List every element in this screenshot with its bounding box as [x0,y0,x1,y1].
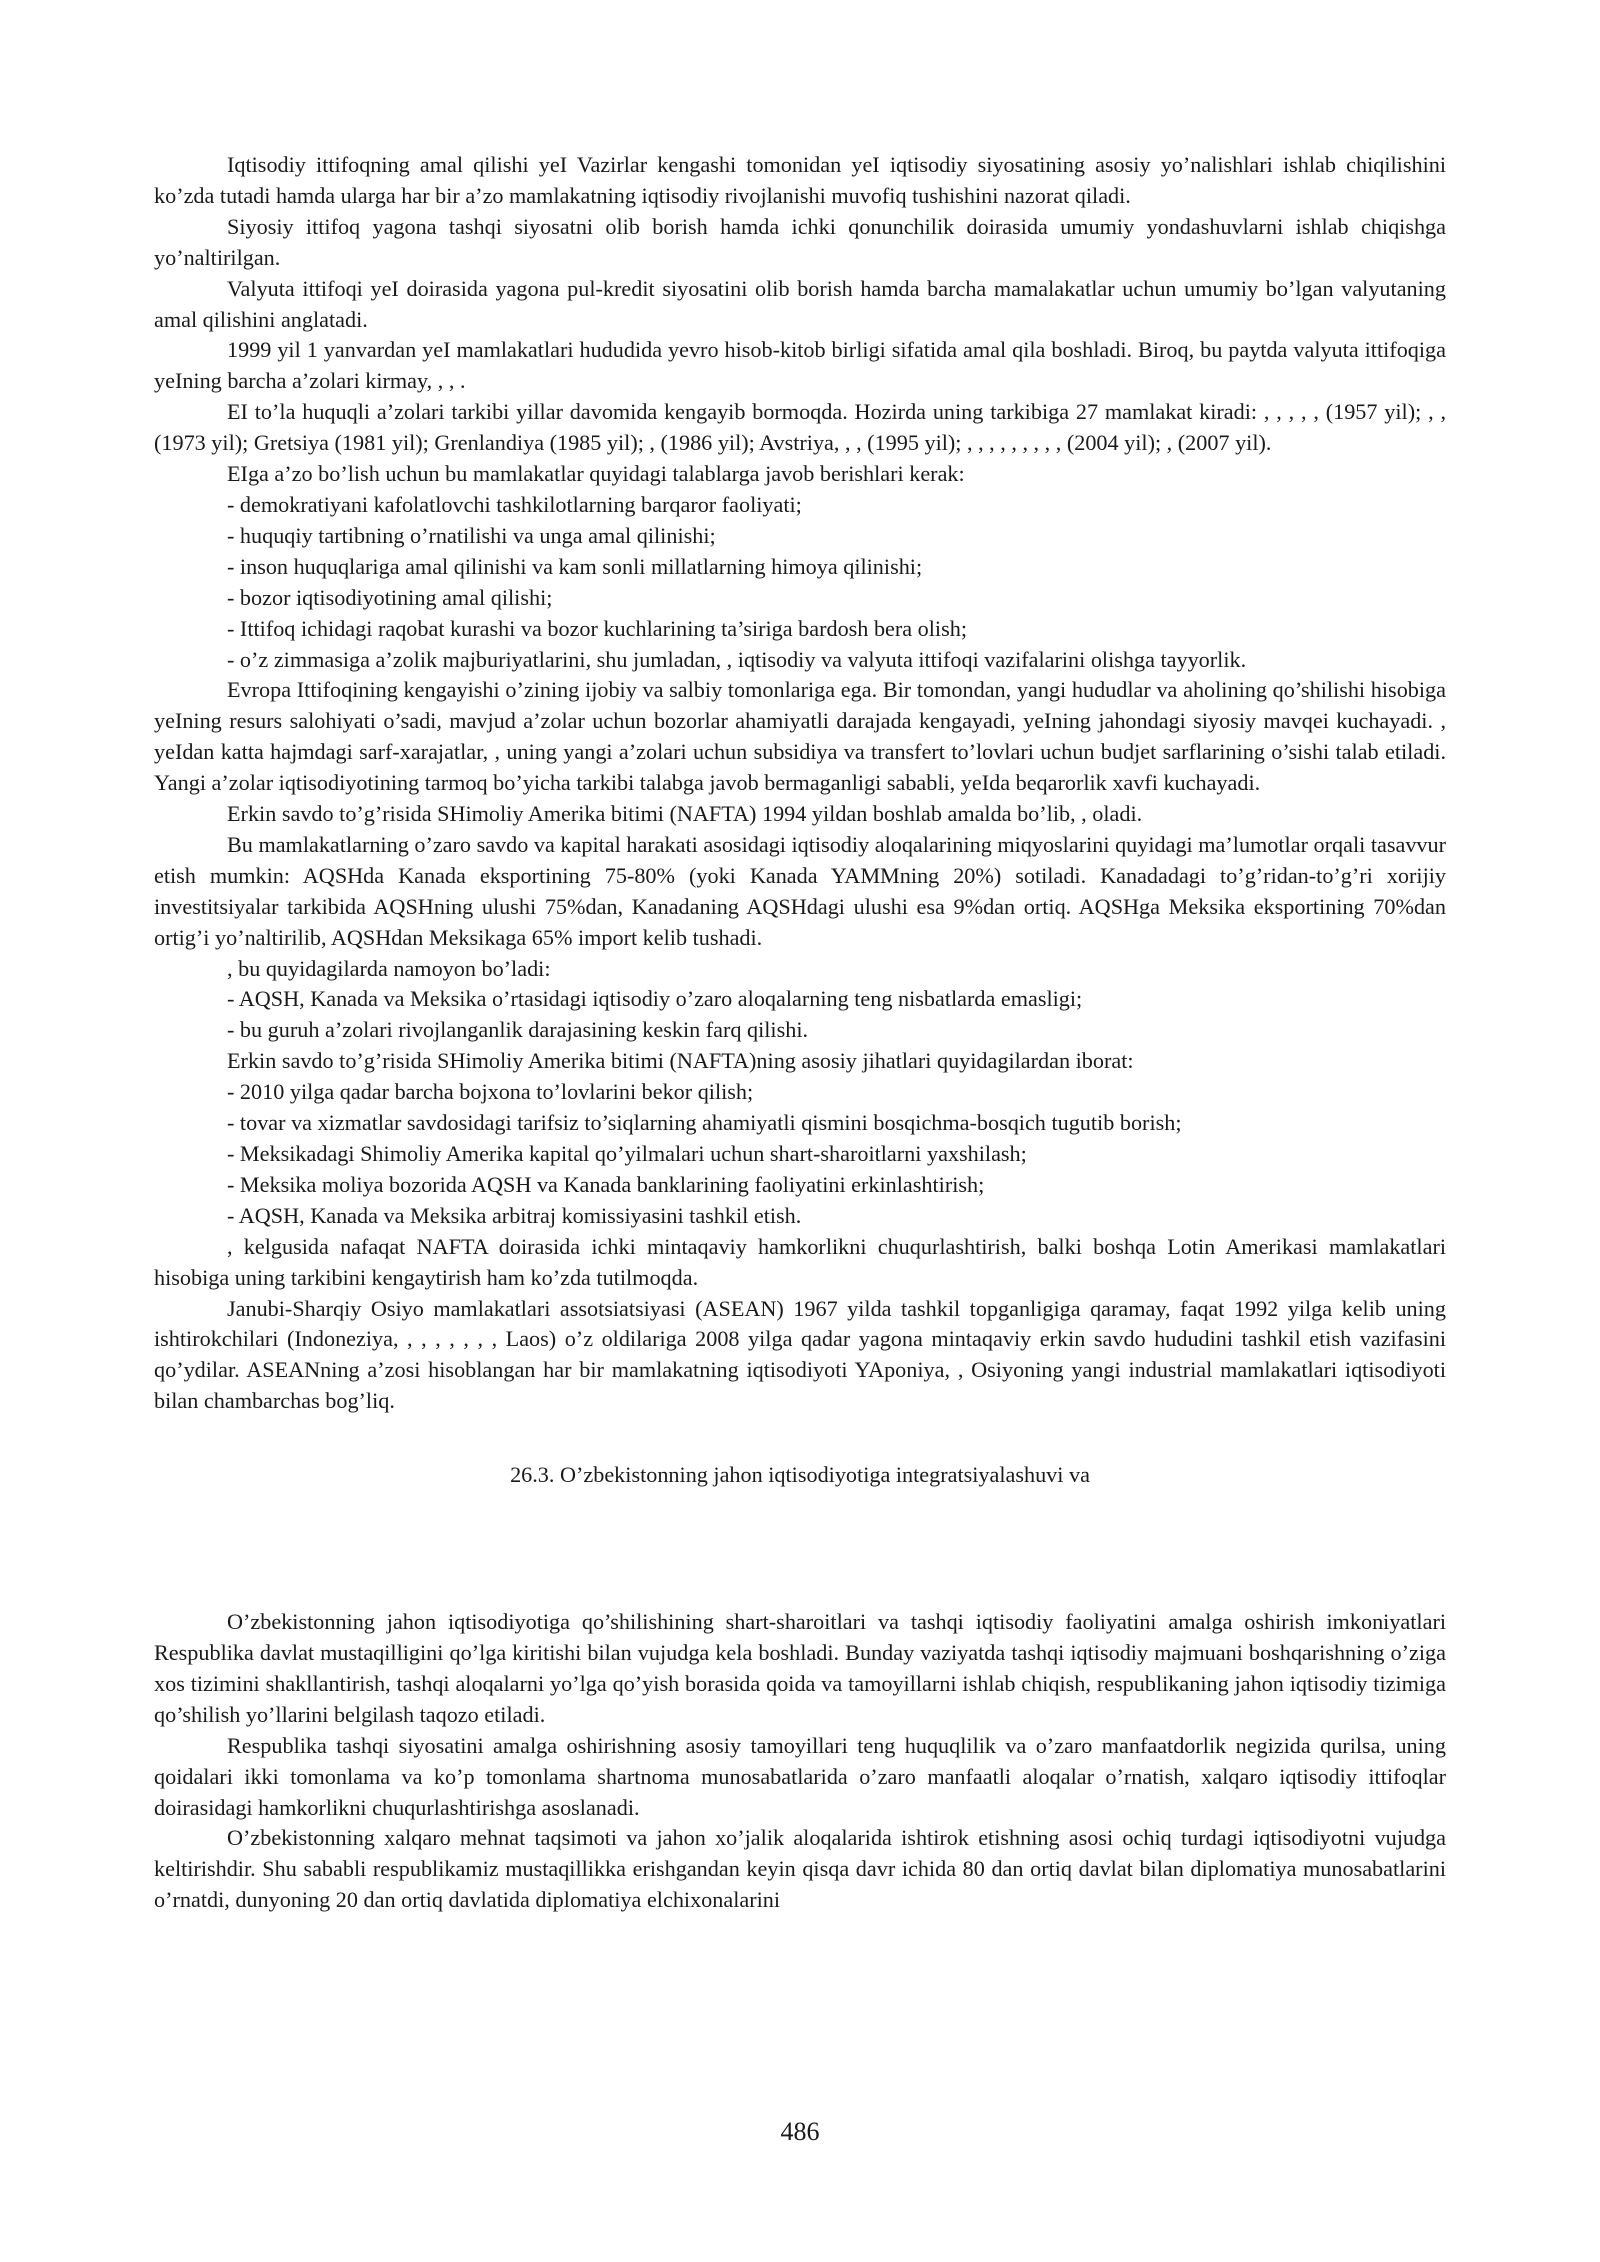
list-item: - huquqiy tartibning o’rnatilishi va unga amal qilinishi; [227,522,716,548]
paragraph: EIga a’zo bo’lish uchun bu mamlakatlar quyidagi talablarga javob berishlari kerak: [227,461,965,487]
paragraph: Erkin savdo to’g’risida SHimoliy Amerika bitimi (NAFTA)ning asosiy jihatlari quyidagilardan iborat: [227,1048,1134,1074]
list-item: - tovar va xizmatlar savdosidagi tarifsiz to’siqlarning ahamiyatli qismini bosqichma-bosqich tugutib borish; [227,1110,1182,1136]
list-item: - demokratiyani kafolatlovchi tashkilotlarning barqaror faoliyati; [227,491,802,517]
paragraph: Erkin savdo to’g’risida SHimoliy Amerika bitimi (NAFTA) 1994 yildan boshlab amalda bo’lib, , oladi. [227,801,1143,827]
nafta-issues-list [154,984,1446,1046]
list-item: - Meksikadagi Shimoliy Amerika kapital qo’yilmalari uchun shart-sharoitlarni yaxshilash; [227,1141,1027,1166]
nafta-aspects-list [154,1077,1446,1232]
section-heading: 26.3. O’zbekistonning jahon iqtisodiyotiga integratsiyalashuvi va [510,1462,1090,1488]
section-spacer [154,1491,1446,1607]
list-item: - o’z zimmasiga a’zolik majburiyatlarini, shu jumladan, , iqtisodiy va valyuta ittifoqi vazifalarini olishga tayyorlik. [227,646,1247,672]
page-body [154,150,1446,1916]
paragraph: Evropa Ittifoqining kengayishi o’zining ijobiy va salbiy tomonlariga ega. Bir tomondan, yangi hududlar va aholining qo’shilishi hisobiga yeIning resurs salohiyati o’sadi, mavjud a’zolar uchun bozorlar ahamiyatli darajada kengayadi, yeIning jahondagi siyosiy mavqei kuchayadi. , yeIdan katta hajmdagi sarf-xarajatlar, , uning yangi a’zolari uchun subsidiya va transfert to’lovlari uchun budjet sarflarining o’sishi talab etiladi. Yangi a’zolar iqtisodiyotining tarmoq bo’yicha tarkibi talabga javob bermaganligi sababli, yeIda beqarorlik xavfi kuchayadi. [154,677,1446,796]
paragraph: Bu mamlakatlarning o’zaro savdo va kapital harakati asosidagi iqtisodiy aloqalarining miqyoslarini quyidagi ma’lumotlar orqali tasavvur etish mumkin: AQSHda Kanada eksportining 75-80% (yoki Kanada YAMMning 20%) sotiladi. Kanadadagi to’g’ridan-to’g’ri xorijiy investitsiyalar tarkibida AQSHning ulushi 75%dan, Kanadaning AQSHdagi ulushi esa 9%dan ortiq. AQSHga Meksika eksportining 70%dan ortig’i yo’naltirilib, AQSHdan Meksikaga 65% import kelib tushadi. [154,831,1446,950]
paragraph: 1999 yil 1 yanvardan yeI mamlakatlari hududida yevro hisob-kitob birligi sifatida amal qila boshladi. Biroq, bu paytda valyuta ittifoqiga yeIning barcha a’zolari kirmay, , , . [154,337,1446,394]
page-number: 486 [780,2117,820,2146]
list-item: - AQSH, Kanada va Meksika o’rtasidagi iqtisodiy o’zaro aloqalarning teng nisbatlarda emasligi; [227,986,1083,1012]
paragraph: , bu quyidagilarda namoyon bo’ladi: [227,955,551,981]
list-item: - bu guruh a’zolari rivojlanganlik darajasining keskin farq qilishi. [227,1017,809,1043]
list-item: - Meksika moliya bozorida AQSH va Kanada banklarining faoliyatini erkinlashtirish; [227,1171,985,1197]
paragraph: Valyuta ittifoqi yeI doirasida yagona pul-kredit siyosatini olib borish hamda barcha mamalakatlar uchun umumiy bo’lgan valyutaning amal qilishini anglatadi. [154,275,1446,332]
list-item: - 2010 yilga qadar barcha bojxona to’lovlarini bekor qilish; [227,1079,754,1105]
paragraph: Janubi-Sharqiy Osiyo mamlakatlari assotsiatsiyasi (ASEAN) 1967 yilda tashkil topganligiga qaramay, faqat 1992 yilga kelib uning ishtirokchilari (Indoneziya, , , , , , , , Laos) o’z oldilariga 2008 yilga qadar yagona mintaqaviy erkin savdo hududini tashkil etish vazifasini qo’ydilar. ASEANning a’zosi hisoblangan har bir mamlakatning iqtisodiyoti YAponiya, , Osiyoning yangi industrial mamlakatlari iqtisodiyoti bilan chambarchas bog’liq. [154,1295,1446,1414]
list-item: - AQSH, Kanada va Meksika arbitraj komissiyasini tashkil etish. [227,1202,802,1228]
list-item: - Ittifoq ichidagi raqobat kurashi va bozor kuchlarining ta’siriga bardosh bera olish; [227,615,967,641]
paragraph: O’zbekistonning xalqaro mehnat taqsimoti va jahon xo’jalik aloqalarida ishtirok etishning asosi ochiq turdagi iqtisodiyotni vujudga keltirishdir. Shu sababli respublikamiz mustaqillikka erishgandan keyin qisqa davr ichida 80 dan ortiq davlat bilan diplomatiya munosabatlarini o’rnatdi, dunyoning 20 dan ortiq davlatida diplomatiya elchixonalarini [154,1825,1446,1913]
paragraph: , kelgusida nafaqat NAFTA doirasida ichki mintaqaviy hamkorlikni chuqurlashtirish, balki boshqa Lotin Amerikasi mamlakatlari hisobiga uning tarkibini kengaytirish ham ko’zda tutilmoqda. [154,1233,1446,1290]
paragraph: EI to’la huquqli a’zolari tarkibi yillar davomida kengayib bormoqda. Hozirda uning tarkibiga 27 mamlakat kiradi: , , , , , (1957 yil); , , (1973 yil); Gretsiya (1981 yil); Grenlandiya (1985 yil); , (1986 yil); Avstriya, , , (1995 yil); , , , , , , , , , (2004 yil); , (2007 yil). [154,399,1446,456]
paragraph: Iqtisodiy ittifoqning amal qilishi yeI Vazirlar kengashi tomonidan yeI iqtisodiy siyosatining asosiy yo’nalishlari ishlab chiqilishini ko’zda tutadi hamda ularga har bir a’zo mamlakatning iqtisodiy rivojlanishi muvofiq tushishini nazorat qiladi. [154,152,1446,208]
list-item: - inson huquqlariga amal qilinishi va kam sonli millatlarning himoya qilinishi; [227,553,923,579]
paragraph: Respublika tashqi siyosatini amalga oshirishning asosiy tamoyillari teng huquqlilik va o’zaro manfaatdorlik negizida qurilsa, uning qoidalari ikki tomonlama va ko’p tomonlama shartnoma munosabatlarida o’zaro manfaatli aloqalar o’rnatish, xalqaro iqtisodiy ittifoqlar doirasidagi hamkorlikni chuqurlashtirishga asoslanadi. [154,1732,1446,1820]
paragraph: O’zbekistonning jahon iqtisodiyotiga qo’shilishining shart-sharoitlari va tashqi iqtisodiy faoliyatini amalga oshirish imkoniyatlari Respublika davlat mustaqilligini qo’lga kiritishi bilan vujudga kela boshladi. Bunday vaziyatda tashqi iqtisodiy majmuani boshqarishning o’ziga xos tizimini shakllantirish, tashqi aloqalarni yo’lga qo’yish borasida qoida va tamoyillarni ishlab chiqish, respublikaning jahon iqtisodiy tizimiga qo’shilish yo’llarini belgilash taqozo etiladi. [154,1609,1446,1727]
paragraph: Siyosiy ittifoq yagona tashqi siyosatni olib borish hamda ichki qonunchilik doirasida umumiy yondashuvlarni ishlab chiqishga yo’naltirilgan. [154,213,1446,270]
list-item: - bozor iqtisodiyotining amal qilishi; [227,584,553,610]
eu-requirements-list [154,490,1446,675]
